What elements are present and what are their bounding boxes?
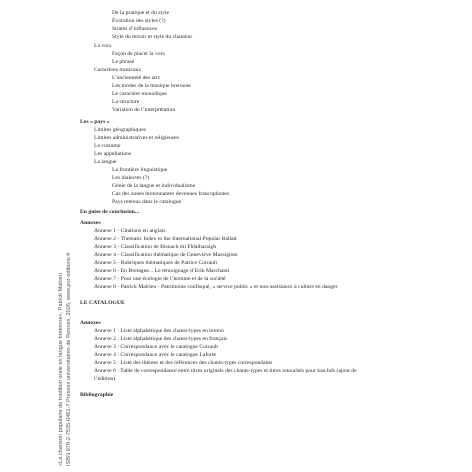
toc-entry: Annexe 3 - Classification de Bisnach mi Fhlatharaigh [94, 244, 217, 250]
toc-entry: Annexe 1 : Liste alphabétique des chants-types en breton [94, 328, 224, 334]
side-copyright-line-1: «La chanson populaire de tradition orale en langue bretonne», Patrick Malrieu [58, 273, 64, 466]
toc-entry: Façon de placer la voix [112, 51, 166, 57]
toc-entry: Pays retenus dans le catalogue [112, 199, 182, 205]
toc-heading: Annexes [80, 320, 101, 326]
toc-entry: Annexe 2 - Thematic Index to the International Popular Ballad [94, 236, 237, 242]
toc-heading: Bibliographie [80, 392, 114, 398]
toc-entry: Annexe 6 : Table de correspondance entre titres originels des chants-types et titres retouchés pour kan.bzh (ajout de [94, 368, 357, 374]
toc-entry: Annexe 5 : Liste des thèmes et des références des chants-types correspondants [94, 360, 273, 366]
toc-entry: Annexe 5 - Rubriques thématiques de Patrice Coirault [94, 260, 218, 266]
toc-entry: Strates d’influences [112, 26, 158, 32]
toc-entry: Caractères musicaux [94, 67, 142, 73]
toc-entry: La frontière linguistique [112, 167, 168, 173]
toc-entry: Annexe 6 - En Bretagne... Le témoignage d’Erik Marchand [94, 268, 230, 274]
toc-entry: De la pratique et du style [112, 10, 170, 16]
toc-entry: Évolution des styles (?) [112, 18, 166, 24]
toc-heading: LE CATALOGUE [80, 300, 125, 306]
toc-heading: Annexes [80, 220, 101, 226]
toc-entry: l’édition) [94, 376, 116, 382]
toc-entry: Variation de l’interprétation [112, 107, 176, 113]
toc-entry: Annexe 8 - Patrick Malrieu - Patrimoine confisqué, « service public » et non-assistance à culture en danger [94, 284, 338, 290]
toc-entry: L’ancienneté des airs [112, 75, 160, 81]
toc-entry: Cas des zones bretonnantes devenues francophones [112, 191, 230, 197]
toc-entry: Limites administratives et religieuses [94, 135, 179, 141]
toc-entry: Annexe 1 - Citations en anglais [94, 228, 166, 234]
toc-entry: Le phrasé [112, 59, 135, 65]
toc-entry: Annexe 3 : Correspondance avec le catalogue Coirault [94, 344, 218, 350]
toc-entry: Génie de la langue et individualisme [112, 183, 196, 189]
toc-heading: En guise de conclusion... [80, 209, 140, 215]
toc-entry: Annexe 7 - Pour une écologie de l’homme et de la société [94, 276, 226, 282]
toc-entry: La structure [112, 99, 140, 105]
toc-entry: Les dialectes (?) [112, 175, 150, 181]
toc-entry: Annexe 4 - Classification thématique de Geneviève Massignon [94, 252, 238, 258]
toc-entry: La langue [94, 159, 117, 165]
toc-entry: Limites géographiques [94, 127, 146, 133]
toc-entry: Annexe 2 : Liste alphabétique des chants-types en français [94, 336, 228, 342]
toc-entry: Style du terroir et style du chanteur [112, 34, 193, 40]
toc-entry: Annexe 4 : Correspondance avec le catalogue Laforte [94, 352, 217, 358]
toc-entry: Les appellations [94, 151, 132, 157]
toc-heading: Les « pays » [80, 119, 110, 125]
toc-entry: Le costume [94, 143, 121, 149]
toc-entry: Les modes de la musique bretonne [112, 83, 191, 89]
toc-entry: La voix [94, 43, 112, 49]
toc-entry: Le caractère monodique [112, 91, 167, 97]
side-copyright-line-2: ISBN 978-2-7535-0461-7 Presses universitaires de Rennes, 2026, www.pur-editions.fr [66, 252, 72, 466]
